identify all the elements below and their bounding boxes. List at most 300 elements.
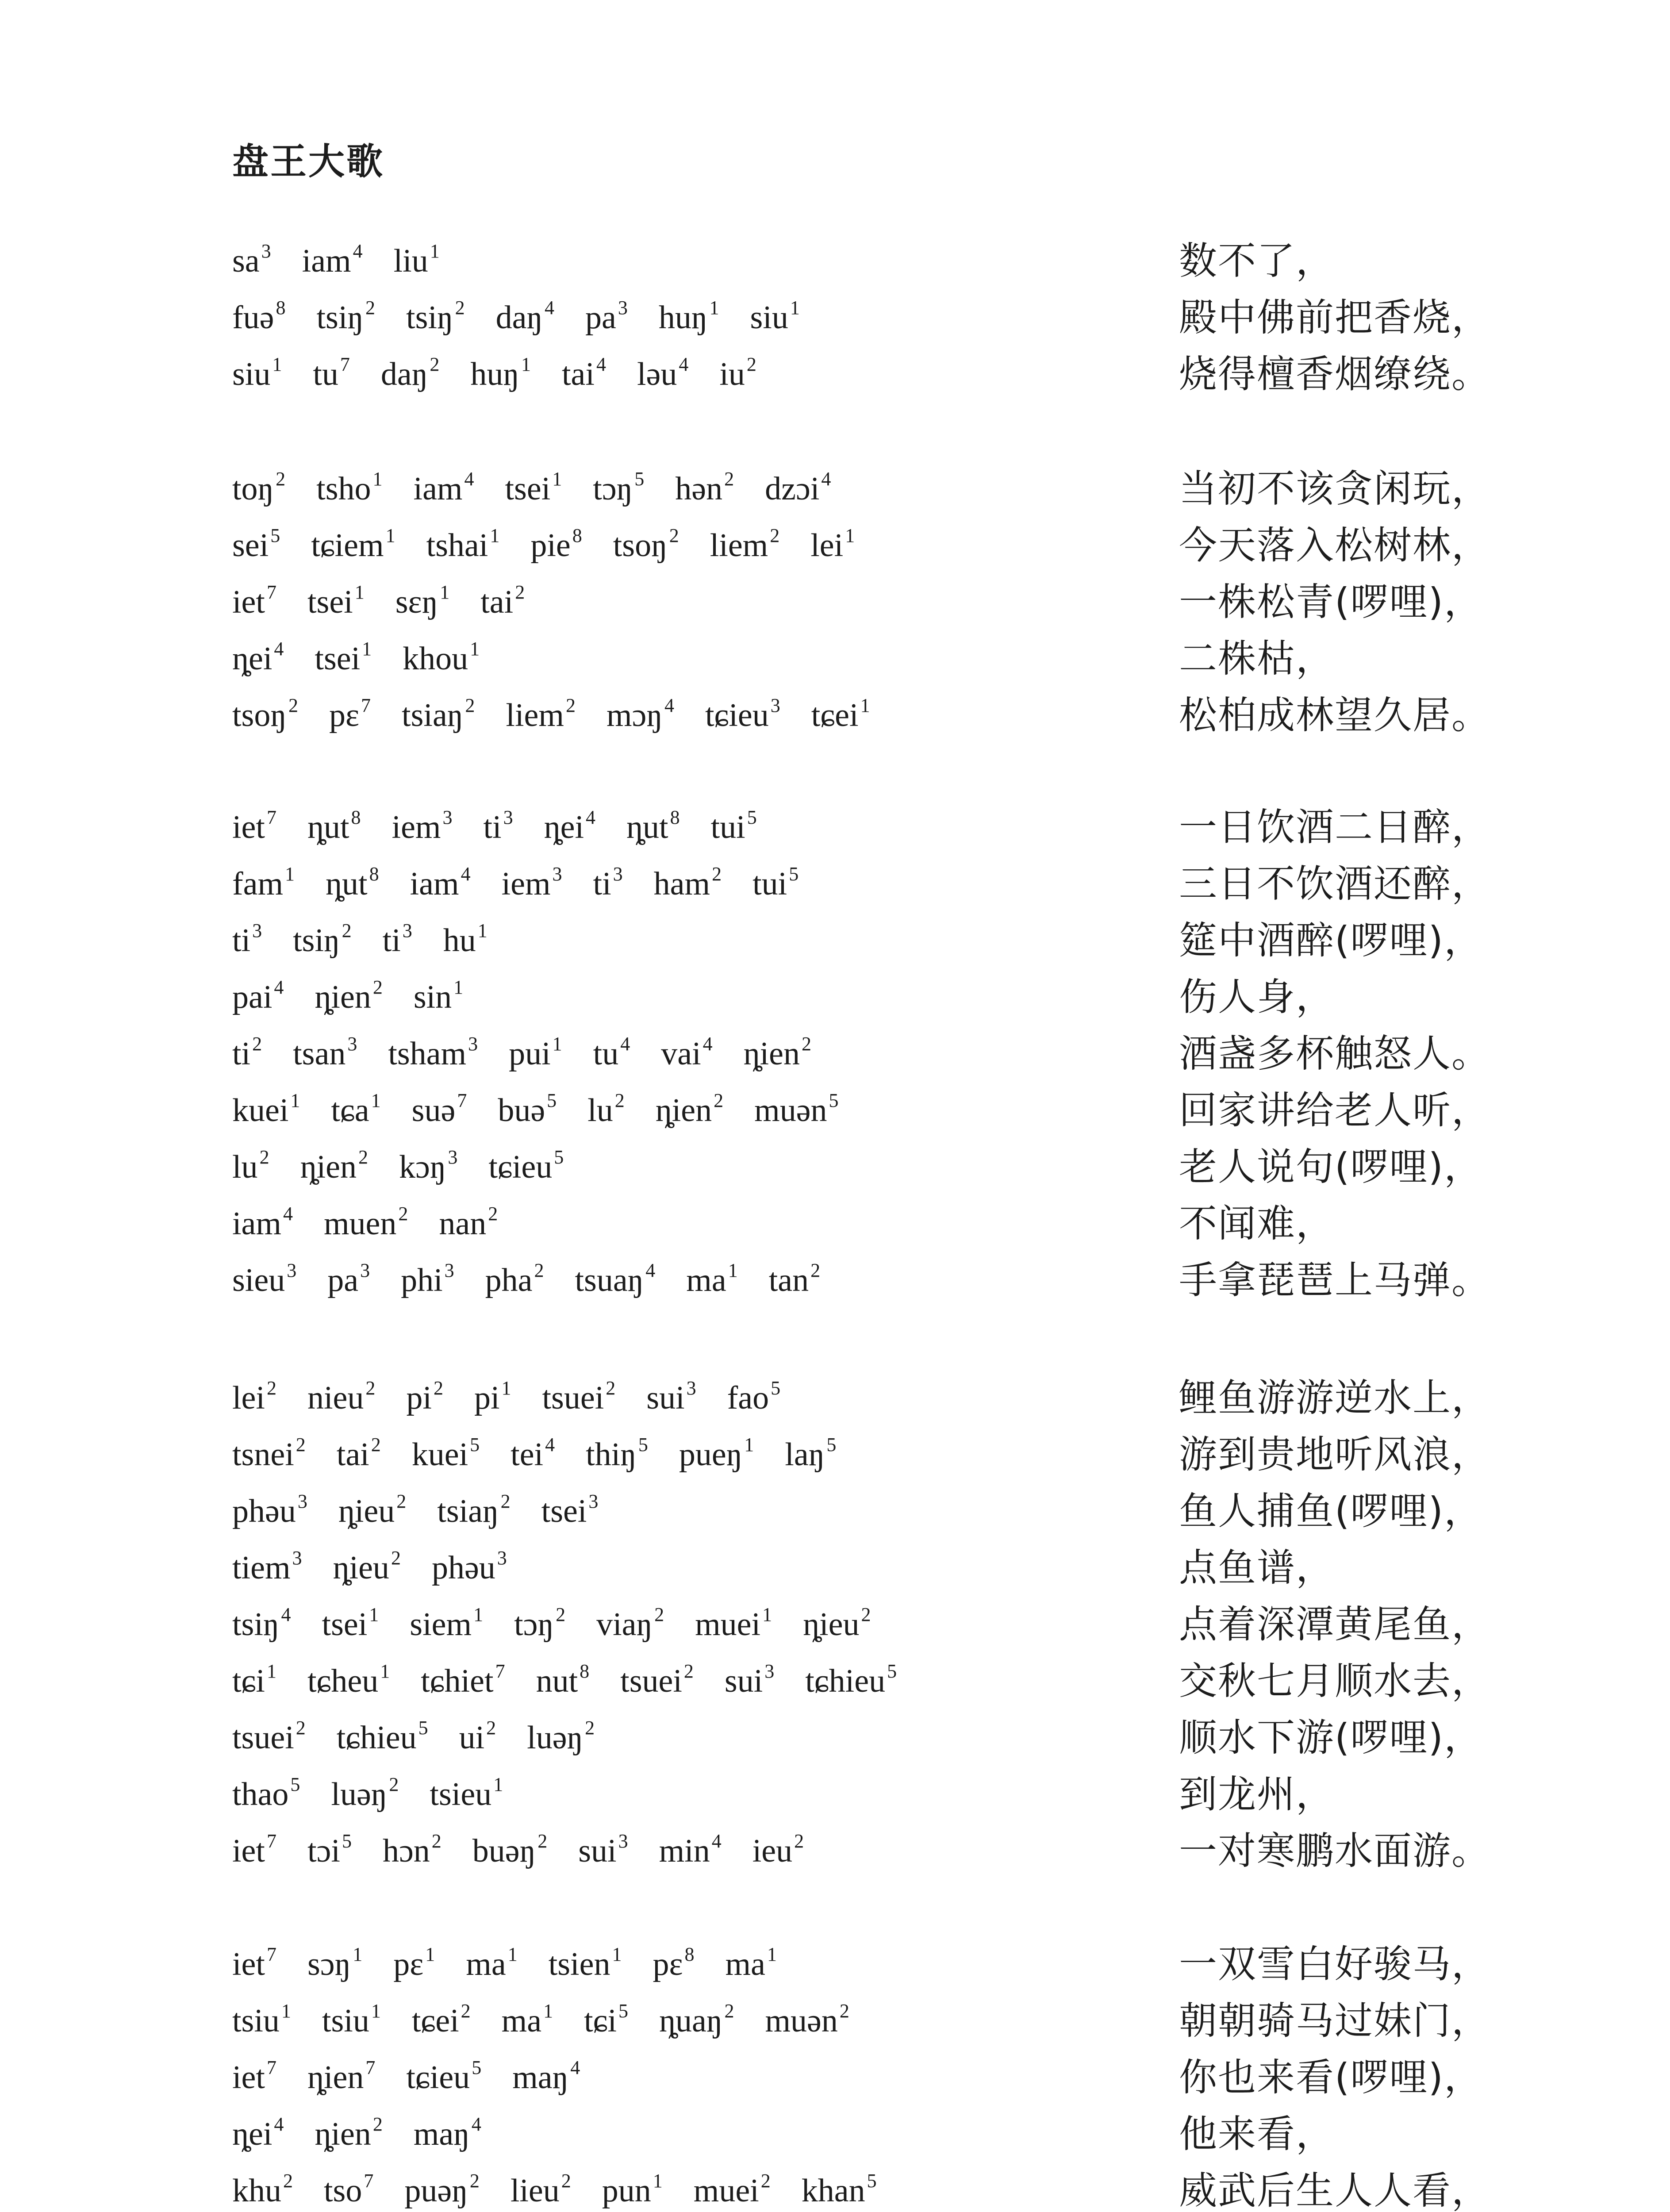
- syllable-text: sɛŋ: [395, 584, 438, 620]
- syllable: [329, 693, 371, 737]
- phonetic-line: [232, 1432, 867, 1477]
- tone-number: 1: [380, 1660, 390, 1682]
- syllable-text: dzɔi: [765, 471, 820, 507]
- syllable: [327, 1258, 370, 1302]
- verse-line: [0, 1145, 1670, 1202]
- tone-number: 3: [402, 920, 412, 941]
- tone-number: 1: [552, 1033, 562, 1055]
- tone-number: 8: [580, 1660, 590, 1682]
- syllable-text: tsiaŋ: [437, 1493, 499, 1529]
- tone-number: 1: [762, 1604, 772, 1625]
- chinese-translation: 今天落入松树林，: [1179, 523, 1490, 568]
- tone-number: 2: [430, 353, 440, 375]
- tone-number: 4: [353, 240, 363, 262]
- syllable: [412, 1088, 467, 1133]
- tone-number: 1: [709, 297, 719, 319]
- syllable: [381, 352, 439, 396]
- syllable-text: siem: [410, 1606, 472, 1643]
- phonetic-line: [232, 2112, 512, 2156]
- phonetic-line: [232, 2055, 611, 2100]
- syllable: [656, 1088, 723, 1133]
- syllable-text: iam: [410, 866, 459, 902]
- tone-number: 2: [431, 1830, 441, 1852]
- syllable-text: luəŋ: [331, 1776, 388, 1813]
- syllable: [750, 296, 799, 340]
- verse-line: [0, 523, 1670, 580]
- chinese-translation: 数不了，: [1179, 239, 1335, 283]
- syllable: [395, 580, 449, 624]
- tone-number: 5: [290, 1774, 300, 1795]
- tone-number: 1: [493, 1774, 503, 1795]
- verse-line: [0, 1489, 1670, 1546]
- syllable-text: toŋ: [232, 471, 274, 507]
- tone-number: 2: [372, 2113, 383, 2135]
- syllable: [326, 862, 379, 906]
- phonetic-line: [232, 918, 518, 963]
- syllable: [509, 1032, 562, 1076]
- syllable: [514, 1602, 565, 1647]
- phonetic-line: [232, 1546, 538, 1590]
- syllable: [744, 1032, 811, 1076]
- syllable: [544, 805, 595, 849]
- tone-number: 4: [283, 1203, 293, 1225]
- syllable: [232, 1772, 300, 1816]
- syllable-text: tsnei: [232, 1436, 294, 1473]
- chinese-translation: 老人说句(啰哩)，: [1179, 1145, 1483, 1189]
- tone-number: 4: [461, 863, 471, 885]
- syllable: [232, 1432, 306, 1477]
- tone-number: 5: [867, 2170, 877, 2192]
- syllable: [769, 1258, 820, 1302]
- syllable: [322, 1999, 381, 2043]
- syllable: [459, 1716, 496, 1760]
- syllable: [710, 523, 780, 568]
- syllable: [811, 693, 870, 737]
- tone-number: 1: [845, 525, 855, 546]
- tone-number: 5: [829, 1090, 839, 1111]
- verse-line: [0, 1716, 1670, 1772]
- tone-number: 5: [887, 1660, 897, 1682]
- syllable: [414, 467, 474, 511]
- syllable-text: iem: [392, 809, 441, 845]
- syllable: [232, 1088, 300, 1133]
- syllable-text: sei: [232, 527, 269, 564]
- syllable: [802, 2169, 877, 2212]
- syllable: [511, 1432, 555, 1477]
- syllable-text: ȵien: [315, 2116, 371, 2152]
- tone-number: 3: [588, 1490, 599, 1512]
- tone-number: 2: [500, 1490, 511, 1512]
- syllable: [505, 467, 562, 511]
- tone-number: 5: [472, 2057, 482, 2078]
- tone-number: 4: [274, 976, 284, 998]
- tone-number: 1: [354, 581, 365, 603]
- syllable: [410, 862, 471, 906]
- tone-number: 3: [618, 1830, 628, 1852]
- tone-number: 3: [770, 695, 780, 716]
- chinese-translation: 筵中酒醉(啰哩)，: [1179, 918, 1483, 963]
- syllable-text: iet: [232, 2059, 265, 2096]
- syllable-text: tɕi: [232, 1663, 265, 1699]
- syllable-text: iet: [232, 584, 265, 620]
- syllable: [502, 862, 562, 906]
- tone-number: 2: [486, 1717, 496, 1739]
- tone-number: 5: [270, 525, 280, 546]
- syllable: [803, 1602, 871, 1647]
- syllable: [765, 1999, 849, 2043]
- syllable: [232, 1716, 306, 1760]
- syllable-text: muen: [323, 1206, 397, 1242]
- verse-line: [0, 1376, 1670, 1432]
- syllable: [232, 1376, 276, 1420]
- tone-number: 4: [586, 806, 596, 828]
- tone-number: 2: [398, 1203, 408, 1225]
- syllable-text: pi: [474, 1380, 500, 1416]
- syllable-text: pi: [406, 1380, 432, 1416]
- syllable: [307, 1829, 352, 1873]
- syllable: [443, 918, 488, 963]
- tone-number: 5: [789, 863, 799, 885]
- phonetic-line: [232, 1999, 880, 2043]
- syllable: [232, 296, 286, 340]
- tone-number: 2: [296, 1717, 306, 1739]
- tone-number: 2: [760, 2170, 771, 2192]
- phonetic-line: [232, 352, 787, 396]
- syllable: [437, 1489, 510, 1533]
- syllable-text: pɛ: [329, 697, 360, 733]
- syllable-text: tɕieu: [406, 2059, 470, 2096]
- syllable-text: lu: [587, 1092, 613, 1129]
- syllable: [653, 1942, 694, 1986]
- tone-number: 4: [464, 468, 474, 490]
- tone-number: 2: [561, 2170, 571, 2192]
- phonetic-line: [232, 1659, 928, 1703]
- syllable: [293, 1032, 357, 1076]
- syllable: [646, 1376, 696, 1420]
- syllable-text: tsei: [315, 641, 361, 677]
- syllable: [232, 2169, 293, 2212]
- syllable: [575, 1258, 655, 1302]
- syllable: [549, 1942, 622, 1986]
- syllable: [331, 1772, 399, 1816]
- syllable-text: tɕhieu: [336, 1720, 417, 1756]
- tone-number: 4: [274, 2113, 284, 2135]
- tone-number: 3: [252, 920, 262, 941]
- tone-number: 3: [442, 806, 453, 828]
- tone-number: 1: [353, 1943, 363, 1965]
- syllable-text: tui: [710, 809, 745, 845]
- syllable-text: tsham: [388, 1036, 467, 1072]
- verse-line: [0, 467, 1670, 523]
- syllable: [317, 296, 376, 340]
- syllable: [765, 467, 831, 511]
- syllable: [530, 523, 582, 568]
- syllable-text: kuei: [411, 1436, 468, 1473]
- verse-line: [0, 862, 1670, 918]
- tone-number: 5: [638, 1434, 648, 1455]
- phonetic-line: [232, 1088, 870, 1133]
- verse-line: [0, 296, 1670, 352]
- tone-number: 2: [724, 468, 734, 490]
- syllable-text: iet: [232, 1946, 265, 1982]
- syllable-text: sa: [232, 243, 260, 279]
- stanza: [0, 239, 1670, 409]
- syllable: [232, 2055, 276, 2100]
- tone-number: 2: [288, 695, 298, 716]
- tone-number: 2: [469, 2170, 480, 2192]
- syllable: [307, 805, 361, 849]
- phonetic-line: [232, 1202, 529, 1246]
- syllable-text: buəŋ: [472, 1833, 536, 1869]
- tone-number: 7: [266, 581, 276, 603]
- chinese-translation: 不闻难，: [1179, 1202, 1335, 1246]
- verse-line: [0, 2169, 1670, 2212]
- syllable-text: ȵien: [655, 1092, 712, 1129]
- tone-number: 3: [686, 1377, 696, 1399]
- tone-number: 1: [362, 638, 372, 660]
- tone-number: 3: [347, 1033, 357, 1055]
- syllable-text: tɔi: [307, 1833, 340, 1869]
- syllable-text: lu: [232, 1149, 258, 1185]
- syllable-text: ieu: [752, 1833, 793, 1869]
- tone-number: 4: [570, 2057, 580, 2078]
- chinese-translation: 鲤鱼游游逆水上，: [1179, 1376, 1490, 1420]
- syllable: [414, 2112, 481, 2156]
- verse-line: [0, 693, 1670, 750]
- tone-number: 3: [287, 1260, 297, 1281]
- syllable: [232, 975, 284, 1019]
- tone-number: 2: [371, 1434, 381, 1455]
- tone-number: 1: [369, 1604, 379, 1625]
- tone-number: 4: [545, 297, 555, 319]
- syllable: [404, 2169, 479, 2212]
- tone-number: 1: [521, 353, 531, 375]
- tone-number: 1: [501, 1377, 511, 1399]
- syllable-text: pai: [232, 979, 273, 1015]
- tone-number: 2: [276, 468, 286, 490]
- syllable-text: viaŋ: [596, 1606, 653, 1643]
- syllable: [506, 693, 576, 737]
- syllable-text: mɔŋ: [606, 697, 663, 733]
- syllable-text: nieu: [307, 1380, 364, 1416]
- syllable: [613, 523, 679, 568]
- phonetic-line: [232, 1772, 534, 1816]
- syllable: [536, 1659, 590, 1703]
- tone-number: 2: [252, 1033, 262, 1055]
- syllable: [659, 1829, 722, 1873]
- tone-number: 1: [552, 468, 562, 490]
- syllable: [232, 1999, 291, 2043]
- tone-number: 2: [461, 2000, 471, 2022]
- syllable: [626, 805, 680, 849]
- syllable: [322, 1602, 379, 1647]
- tone-number: 7: [457, 1090, 467, 1111]
- syllable-text: thao: [232, 1776, 289, 1813]
- tone-number: 4: [596, 353, 606, 375]
- tone-number: 2: [565, 695, 576, 716]
- syllable-text: pɛ: [393, 1946, 424, 1982]
- tone-number: 2: [839, 2000, 849, 2022]
- tone-number: 4: [545, 1434, 555, 1455]
- tone-number: 2: [724, 2000, 734, 2022]
- tone-number: 1: [612, 1943, 622, 1965]
- chinese-translation: 殿中佛前把香烧，: [1179, 296, 1490, 340]
- syllable: [406, 2055, 481, 2100]
- syllable-text: tsuei: [232, 1720, 294, 1756]
- tone-number: 7: [365, 2057, 376, 2078]
- syllable-text: buə: [498, 1092, 545, 1129]
- syllable: [654, 862, 722, 906]
- syllable-text: tsien: [548, 1946, 610, 1982]
- tone-number: 4: [703, 1033, 713, 1055]
- syllable: [232, 1258, 296, 1302]
- phonetic-line: [232, 467, 862, 511]
- tone-number: 5: [826, 1434, 837, 1455]
- syllable: [399, 1145, 457, 1189]
- syllable: [705, 693, 780, 737]
- tone-number: 2: [358, 1146, 368, 1168]
- chinese-translation: 朝朝骑马过妹门，: [1179, 1999, 1490, 2043]
- tone-number: 2: [433, 1377, 443, 1399]
- syllable-text: hu: [443, 922, 476, 959]
- tone-number: 1: [440, 581, 450, 603]
- syllable-text: sui: [724, 1663, 763, 1699]
- syllable: [752, 862, 799, 906]
- syllable-text: kɔŋ: [399, 1149, 446, 1185]
- tone-number: 1: [290, 1090, 300, 1111]
- syllable-text: sieu: [232, 1262, 285, 1298]
- syllable-text: tei: [511, 1436, 544, 1473]
- syllable: [541, 1489, 599, 1533]
- tone-number: 1: [371, 1090, 381, 1111]
- syllable-text: suə: [411, 1092, 456, 1129]
- verse-line: [0, 1088, 1670, 1145]
- syllable-text: pɛ: [653, 1946, 683, 1982]
- chinese-translation: 点鱼谱，: [1179, 1546, 1335, 1590]
- tone-number: 2: [515, 581, 525, 603]
- tone-number: 3: [764, 1660, 775, 1682]
- verse-line: [0, 1772, 1670, 1829]
- syllable: [586, 1432, 648, 1477]
- syllable: [324, 2169, 373, 2212]
- syllable-text: pie: [530, 527, 571, 564]
- tone-number: 2: [296, 1434, 306, 1455]
- tone-number: 1: [653, 2170, 663, 2192]
- tone-number: 2: [372, 976, 383, 998]
- syllable: [474, 1376, 511, 1420]
- phonetic-line: [232, 1145, 595, 1189]
- tone-number: 4: [281, 1604, 291, 1625]
- syllable-text: tɔŋ: [593, 471, 633, 507]
- syllable-text: iet: [232, 809, 265, 845]
- syllable-text: tsan: [293, 1036, 346, 1072]
- chinese-translation: 交秋七月顺水去，: [1179, 1659, 1490, 1703]
- syllable: [307, 580, 365, 624]
- syllable: [439, 1202, 498, 1246]
- tone-number: 3: [552, 863, 562, 885]
- tone-number: 5: [547, 1090, 557, 1111]
- syllable-text: iu: [719, 356, 745, 392]
- syllable-text: tai: [480, 584, 514, 620]
- syllable-text: tɔŋ: [514, 1606, 554, 1643]
- syllable-text: hən: [675, 471, 723, 507]
- chinese-translation: 松柏成林望久居。: [1179, 693, 1490, 737]
- syllable: [596, 1602, 664, 1647]
- verse-line: [0, 1032, 1670, 1088]
- syllable-text: muei: [695, 1606, 761, 1643]
- syllable: [496, 296, 554, 340]
- verse-line: [0, 239, 1670, 296]
- tone-number: 8: [684, 1943, 695, 1965]
- syllable-text: laŋ: [785, 1436, 825, 1473]
- syllable: [511, 2169, 571, 2212]
- syllable-text: tso: [324, 2173, 362, 2209]
- syllable: [232, 1032, 262, 1076]
- syllable-text: min: [659, 1833, 710, 1869]
- phonetic-line: [232, 296, 831, 340]
- tone-number: 3: [360, 1260, 370, 1281]
- syllable-text: tu: [593, 1036, 619, 1072]
- tone-number: 3: [468, 1033, 478, 1055]
- chinese-translation: 伤人身，: [1179, 975, 1335, 1019]
- syllable: [337, 1716, 428, 1760]
- syllable-text: phəu: [431, 1550, 495, 1586]
- verse-line: [0, 1546, 1670, 1602]
- syllable-text: ȵut: [626, 809, 668, 845]
- syllable: [393, 1942, 435, 1986]
- syllable: [331, 1088, 380, 1133]
- chinese-translation: 三日不饮酒还醉，: [1179, 862, 1490, 906]
- tone-number: 3: [292, 1547, 302, 1569]
- tone-number: 1: [507, 1943, 518, 1965]
- syllable: [805, 1659, 897, 1703]
- tone-number: 8: [276, 297, 286, 319]
- syllable-text: siu: [750, 300, 788, 336]
- syllable-text: phəu: [232, 1493, 296, 1529]
- chinese-translation: 你也来看(啰哩)，: [1179, 2055, 1483, 2100]
- syllable-text: iet: [232, 1833, 265, 1869]
- tone-number: 5: [771, 1377, 781, 1399]
- syllable: [679, 1432, 754, 1477]
- tone-number: 7: [266, 1830, 276, 1852]
- verse-line: [0, 1942, 1670, 1999]
- verse-line: [0, 1602, 1670, 1659]
- verse-line: [0, 1202, 1670, 1258]
- syllable: [232, 523, 280, 568]
- syllable-text: ma: [501, 2003, 542, 2039]
- chinese-translation: 一对寒鹏水面游。: [1179, 1829, 1490, 1873]
- syllable: [412, 1999, 471, 2043]
- tone-number: 5: [342, 1830, 352, 1852]
- tone-number: 1: [470, 638, 480, 660]
- tone-number: 1: [477, 920, 488, 941]
- tone-number: 4: [620, 1033, 630, 1055]
- tone-number: 2: [342, 920, 352, 941]
- syllable-text: tsieu: [430, 1776, 492, 1813]
- chinese-translation: 二株枯，: [1179, 637, 1335, 681]
- syllable-text: sɔŋ: [307, 1946, 351, 1982]
- syllable-text: tan: [768, 1262, 809, 1298]
- tone-number: 5: [418, 1717, 428, 1739]
- syllable: [232, 239, 271, 283]
- chinese-translation: 一日饮酒二日醉，: [1179, 805, 1490, 849]
- tone-number: 5: [618, 2000, 629, 2022]
- tone-number: 7: [364, 2170, 374, 2192]
- syllable-text: tɕi: [584, 2003, 617, 2039]
- syllable-text: maŋ: [512, 2059, 569, 2096]
- verse-line: [0, 580, 1670, 637]
- tone-number: 4: [471, 2113, 481, 2135]
